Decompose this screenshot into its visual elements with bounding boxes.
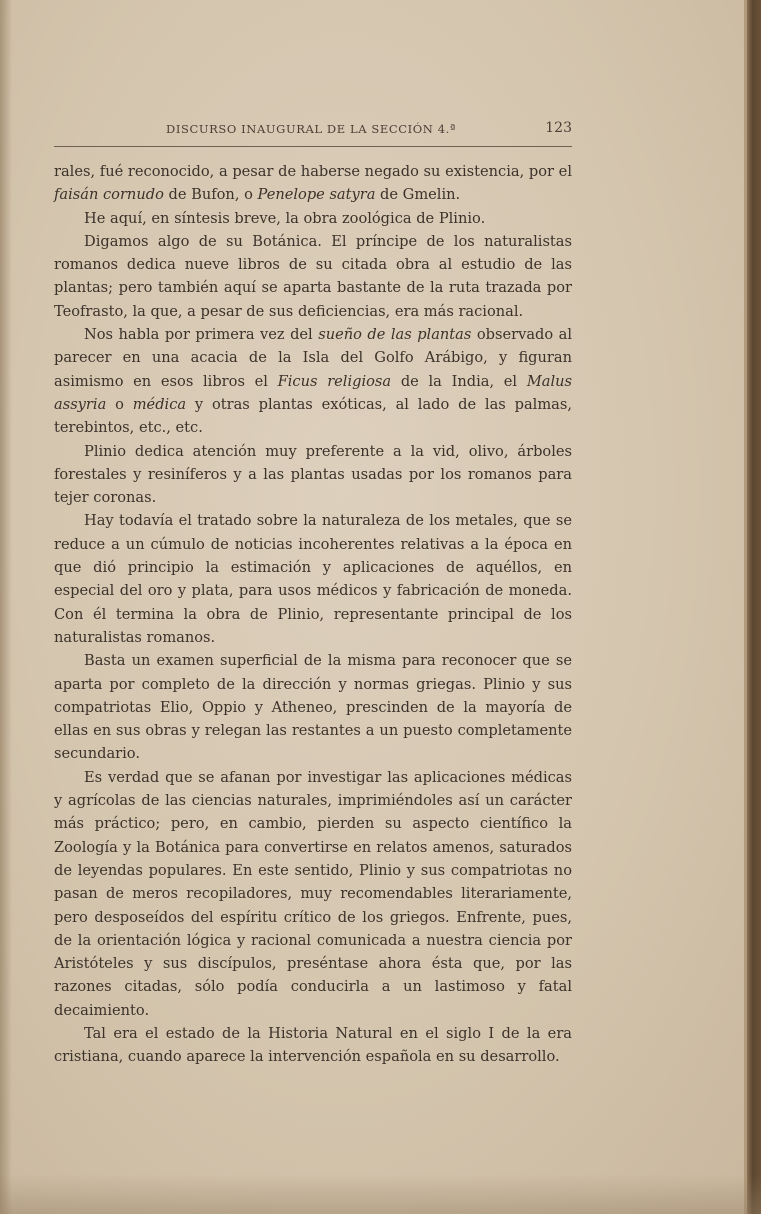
paragraph-9: Tal era el estado de la Historia Natural en el siglo I de la era cristiana, cuando aparece la intervención española en su desarrollo. bbox=[54, 1024, 572, 1066]
paragraph-4 bbox=[54, 323, 572, 439]
running-head: DISCURSO INAUGURAL DE LA SECCIÓN 4.ª bbox=[166, 122, 456, 136]
page-header bbox=[54, 118, 572, 140]
header-rule bbox=[54, 146, 572, 147]
italic-term: Ficus religiosa bbox=[277, 372, 392, 390]
paragraph-7: Basta un examen superficial de la misma para reconocer que se aparta por completo de la dirección y normas griegas. Plinio y sus compatriotas Elio, Oppio y Atheneo, prescinden de la mayoría de ellas en sus obras y relegan las restantes a un puesto completamente secundario. bbox=[54, 652, 572, 763]
paragraph-text: de Bufon, o bbox=[163, 186, 258, 204]
italic-term: sueño de las plantas bbox=[318, 326, 472, 344]
paragraph-text: de la India, el bbox=[391, 372, 527, 390]
paragraph-6: Hay todavía el tratado sobre la naturaleza de los metales, que se reduce a un cúmulo de noticias incoherentes relativas a la época en que dió principio la estimación y aplicaciones de aquéllos, en especial del oro y plata, para usos médicos y fabricación de moneda. Con él termina la obra de Plinio, representante principal de los naturalistas romanos. bbox=[54, 512, 572, 646]
paragraph-text: de Gmelin. bbox=[375, 186, 461, 204]
paragraph-text: y otras plantas exóticas, al lado de las palmas, terebintos, etc., etc. bbox=[54, 395, 572, 437]
body-text bbox=[54, 160, 572, 1069]
italic-term: Malus assyria bbox=[54, 372, 573, 413]
page-number: 123 bbox=[545, 120, 572, 136]
book-binding bbox=[747, 0, 761, 1214]
left-edge-shadow bbox=[0, 0, 12, 1214]
paragraph-5: Plinio dedica atención muy preferente a la vid, olivo, árboles forestales y resiníferos y a las plantas usadas por los romanos para tejer coronas. bbox=[54, 442, 572, 507]
paragraph-2: He aquí, en síntesis breve, la obra zoológica de Plinio. bbox=[84, 209, 486, 227]
italic-term: médica bbox=[132, 395, 187, 413]
paragraph-1 bbox=[54, 160, 572, 207]
paragraph-text: observado al parecer en una acacia de la Isla del Golfo Arábigo, y figuran asimismo en esos libros el bbox=[54, 326, 572, 390]
italic-term: Penelope satyra bbox=[257, 186, 376, 204]
paragraph-8: Es verdad que se afanan por investigar las aplicaciones médicas y agrícolas de las ciencias naturales, imprimiéndoles así un carácter más práctico; pero, en cambio, pierden su aspecto científico la Zoología y la Botánica para convertirse en relatos amenos, saturados de leyendas populares. En este sentido, Plinio y sus compatriotas no pasan de meros recopiladores, muy recomendables literariamente, pero desposeídos del espíritu crítico de los griegos. Enfrente, pues, de la orientación lógica y racional comunicada a nuestra ciencia por Aristóteles y sus discípulos, preséntase ahora ésta que, por las razones citadas, sólo podía conducirla a un lastimoso y fatal decaimiento. bbox=[54, 768, 572, 1019]
paragraph-text: rales, fué reconocido, a pesar de haberse negado su existencia, por el bbox=[54, 163, 572, 180]
italic-term: faisán cornudo bbox=[54, 186, 164, 204]
paragraph-text: o bbox=[106, 395, 133, 413]
paragraph-3: Digamos algo de su Botánica. El príncipe de los naturalistas romanos dedica nueve libros de su citada obra al estudio de las plantas; pero también aquí se aparta bastante de la ruta trazada por Teofrasto, la que, a pesar de sus deficiencias, era más racional. bbox=[54, 232, 572, 320]
bottom-shade bbox=[0, 1174, 761, 1214]
paragraph-text: Nos habla por primera vez del bbox=[84, 326, 319, 344]
